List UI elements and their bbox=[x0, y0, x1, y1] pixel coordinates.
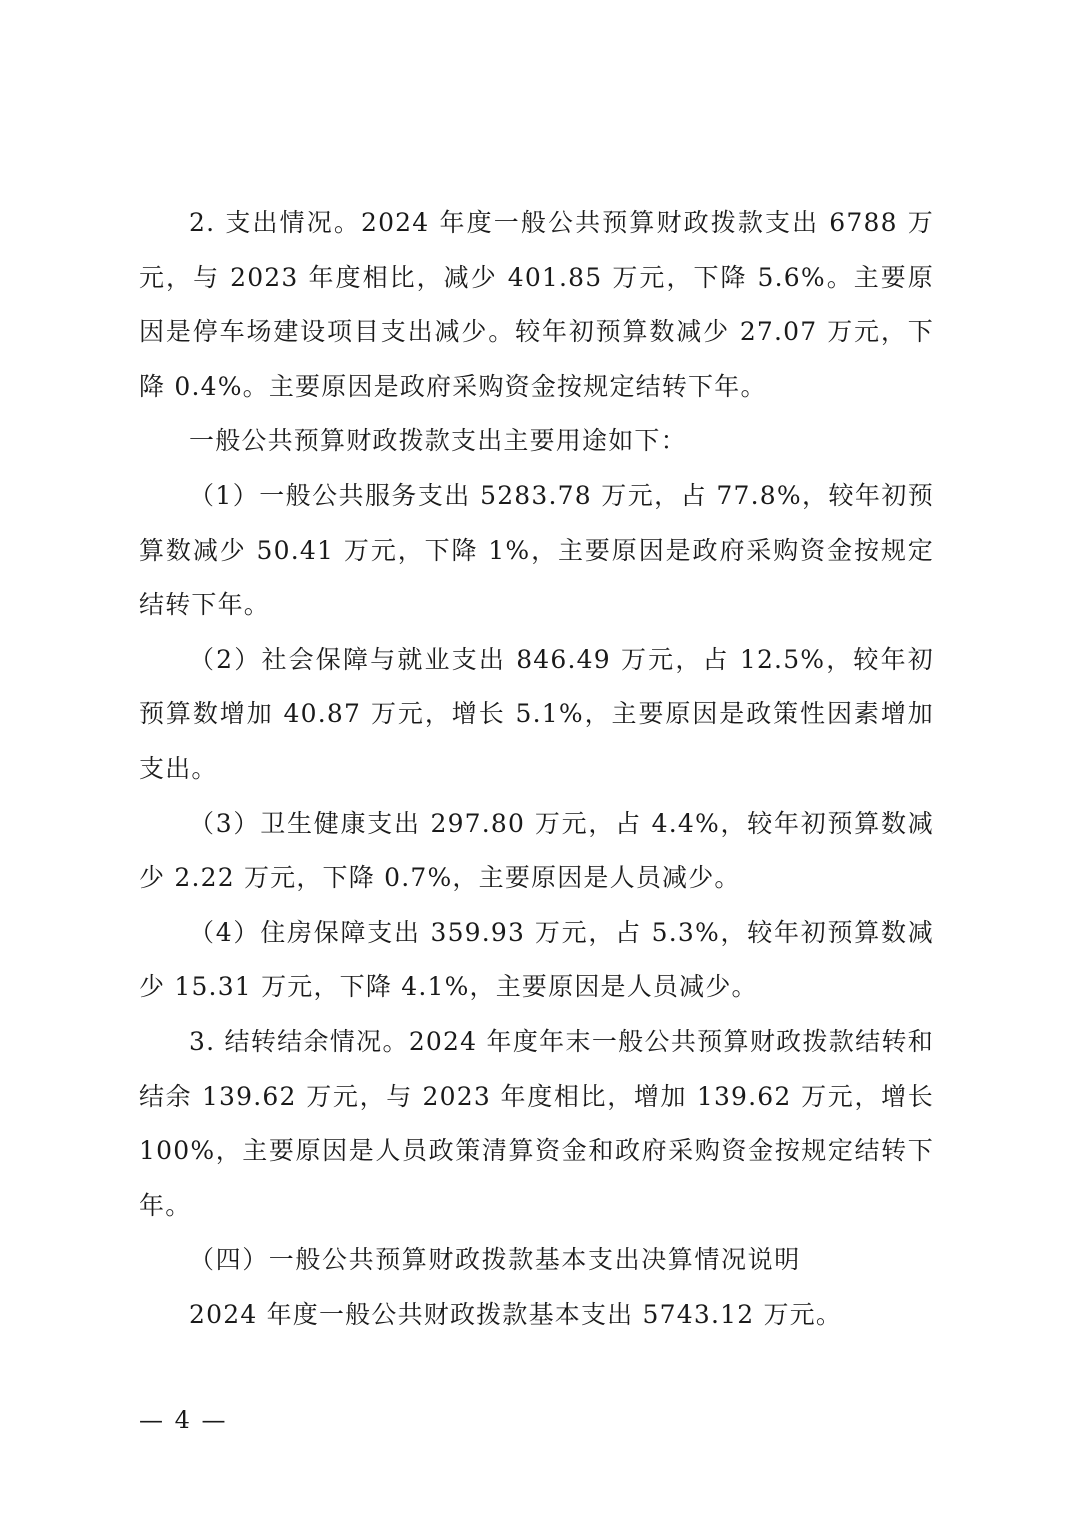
page-number: — 4 — bbox=[139, 1406, 228, 1434]
paragraph-general-public-services: （1）一般公共服务支出 5283.78 万元，占 77.8%，较年初预算数减少 50.41 万元，下降 1%，主要原因是政府采购资金按规定结转下年。 bbox=[139, 480, 934, 620]
paragraph-social-security: （2）社会保障与就业支出 846.49 万元，占 12.5%，较年初预算数增加 40.87 万元，增长 5.1%，主要原因是政策性因素增加支出。 bbox=[139, 644, 934, 783]
paragraph-carryover-balance: 3. 结转结余情况。2024 年度年末一般公共预算财政拨款结转和结余 139.62 万元，与 2023 年度相比，增加 139.62 万元，增长 100%，主要原因是人员政策清算资金和政府采购资金按规定结转下年。 bbox=[139, 1026, 934, 1220]
paragraph-basic-expenditure: 2024 年度一般公共财政拨款基本支出 5743.12 万元。 bbox=[189, 1299, 843, 1329]
paragraph-health: （3）卫生健康支出 297.80 万元，占 4.4%，较年初预算数减少 2.22 万元，下降 0.7%，主要原因是人员减少。 bbox=[139, 808, 934, 893]
document-body bbox=[139, 196, 934, 1342]
paragraph-housing: （4）住房保障支出 359.93 万元，占 5.3%，较年初预算数减少 15.31 万元，下降 4.1%，主要原因是人员减少。 bbox=[139, 917, 934, 1002]
section-heading-basic-expenditure: （四）一般公共预算财政拨款基本支出决算情况说明 bbox=[189, 1245, 801, 1275]
paragraph-expenditure-overview: 2. 支出情况。2024 年度一般公共预算财政拨款支出 6788 万元，与 2023 年度相比，减少 401.85 万元，下降 5.6%。主要原因是停车场建设项目支出减少。较年初预算数减少 27.07 万元，下降 0.4%。主要原因是政府采购资金按规定结转下年。 bbox=[139, 208, 934, 401]
paragraph-uses-intro: 一般公共预算财政拨款支出主要用途如下： bbox=[189, 426, 687, 456]
